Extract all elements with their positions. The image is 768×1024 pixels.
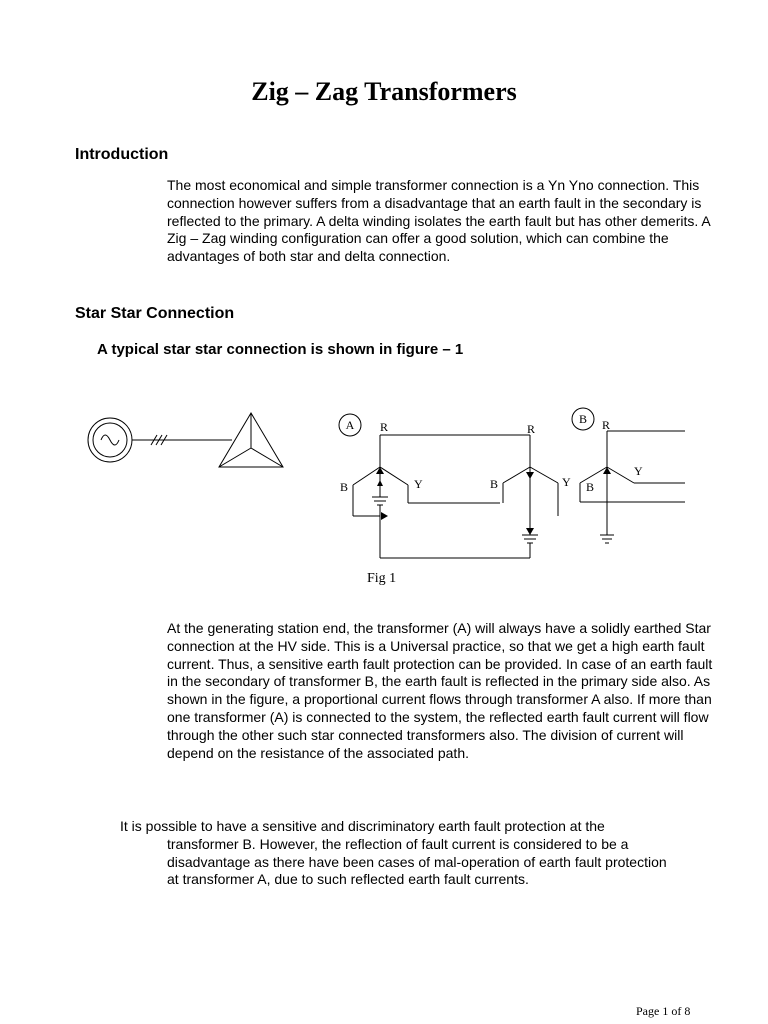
intro-heading: Introduction — [75, 146, 169, 163]
star-star-heading: Star Star Connection — [75, 305, 235, 322]
protection-paragraph — [120, 818, 680, 889]
phase-b-label: B — [340, 480, 349, 494]
intro-paragraph: The most economical and simple transformer connection is a Yn Yno connection. This connection however suffers from a disadvantage that an earth fault in the secondary is reflected to the primary. A delta winding isolates the earth fault but has other demerits. A Zig – Zag winding configuration can offer a good solution, which can combine the advantages of both star and delta connection. — [167, 177, 710, 265]
figure-caption: Fig 1 — [367, 571, 397, 586]
phase-r-label: R — [527, 422, 536, 436]
transformer-a-label: A — [345, 418, 355, 432]
phase-r-label: R — [380, 420, 389, 434]
page-number: Page 1 of 8 — [636, 1004, 691, 1018]
generator-symbol — [88, 418, 232, 462]
protection-paragraph-continuation: transformer B. However, the reflection of fault current is considered to be a disadvantage as there have been cases of mal-operation of earth fault protection at transformer A, due to such reflected earth fault currents. — [167, 835, 667, 888]
phase-y-label: Y — [634, 464, 643, 478]
figure-1-diagram — [0, 395, 768, 565]
protection-paragraph-first-line: It is possible to have a sensitive and discriminatory earth fault protection at the — [120, 818, 605, 834]
star-star-subheading: A typical star star connection is shown in figure – 1 — [97, 341, 464, 358]
phase-y-label: Y — [562, 475, 571, 489]
phase-y-label: Y — [414, 477, 423, 491]
generating-station-paragraph: At the generating station end, the transformer (A) will always have a solidly earthed Star connection at the HV side. This is a Universal practice, so that we get a high earth fault current. Thus, a sensitive earth fault protection can be provided. In case of an earth fault in the secondary of transformer B, the earth fault is reflected in the primary side also. As shown in the figure, a proportional current flows through transformer A also. If more than one transformer (A) is connected to the system, the reflected earth fault current will flow through the other such star connected transformers also. The division of current will depend on the resistance of the associated path. — [167, 620, 713, 761]
phase-r-label: R — [602, 418, 611, 432]
phase-b-label: B — [490, 477, 499, 491]
page-title: Zig – Zag Transformers — [251, 77, 517, 106]
phase-b-label: B — [586, 480, 595, 494]
transformer-b-label: B — [578, 412, 588, 426]
